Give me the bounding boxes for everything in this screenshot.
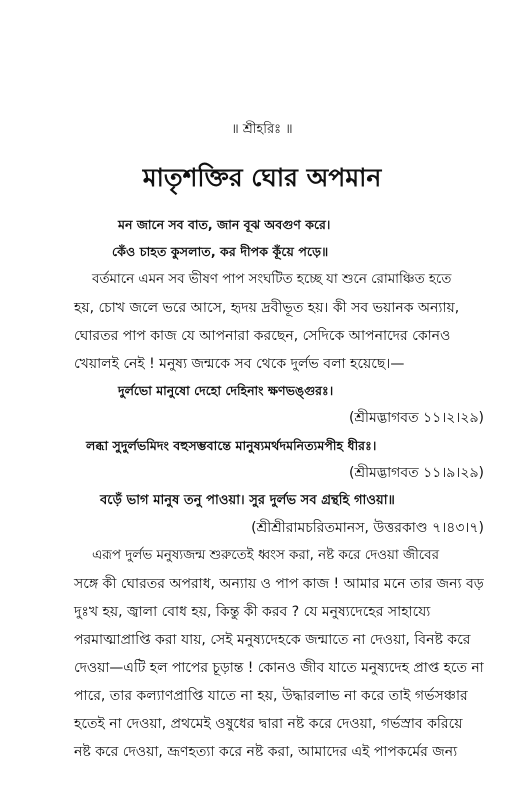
- sanskrit-quote: দুর্লভো মানুষো দেহো দেহিনাং ক্ষণভঙ্গুরঃ।: [118, 383, 334, 398]
- quote-source: (শ্রীশ্রীরামচরিতমানস, উত্তরকাণ্ড ৭।৪৩।৭): [251, 520, 484, 536]
- paragraph-line: দুঃখ হয়, জ্বালা বোধ হয়, কিন্তু কী করব ? যে মনুষ্যদেহের সাহায্যে: [74, 604, 431, 620]
- paragraph-line: খেয়ালই নেই ! মনুষ্য জন্মকে সব থেকে দুর্লভ বলা হয়েছে।—: [74, 356, 405, 372]
- couplet-line: কেঁও চাহত কুসলাত, কর দীপক কূঁয়ে পড়ে॥: [112, 244, 329, 259]
- quote-source: (শ্রীমদ্ভাগবত ১১।৯।২৯): [348, 465, 484, 481]
- chapter-title: মাতৃশক্তির ঘোর অপমান: [142, 163, 382, 192]
- paragraph-line: সঙ্গে কী ঘোরতর অপরাধ, অন্যায় ও পাপ কাজ ! আমার মনে তার জন্য বড়: [74, 576, 484, 592]
- paragraph-line: নষ্ট করে দেওয়া, ভ্রূণহত্যা করে নষ্ট করা, আমাদের এই পাপকর্মের জন্য: [74, 744, 458, 760]
- paragraph-line: পরমাত্মাপ্রাপ্তি করা যায়, সেই মনুষ্যদেহকে জন্মাতে না দেওয়া, বিনষ্ট করে: [74, 632, 471, 648]
- quote-source: (শ্রীমদ্ভাগবত ১১।২।২৯): [348, 410, 484, 426]
- hindi-quote: বড়েঁ ভাগ মানুষ তনু পাওয়া। সুর দুর্লভ সব গ্রন্থহি গাওয়া॥: [100, 493, 395, 508]
- paragraph-line: পারে, তার কল্যাণপ্রাপ্তি যাতে না হয়, উদ্ধারলাভ না করে তাই গর্ভসঞ্চার: [74, 688, 468, 704]
- paragraph-line: ঘোরতর পাপ কাজ যে আপনারা করছেন, সেদিকে আপনাদের কোনও: [74, 328, 451, 344]
- paragraph-line: বর্তমানে এমন সব ভীষণ পাপ সংঘটিত হচ্ছে যা শুনে রোমাঞ্চিত হতে: [92, 272, 452, 287]
- paragraph-line: এরূপ দুর্লভ মনুষ্যজন্ম শুরুতেই ধ্বংস করা, নষ্ট করে দেওয়া জীবের: [92, 548, 439, 563]
- couplet-line: মন জানে সব বাত, জান বূঝ অবগুণ করে।: [118, 217, 331, 232]
- paragraph-line: হতেই না দেওয়া, প্রথমেই ওষুধের দ্বারা নষ্ট করে দেওয়া, গর্ভস্রাব করিয়ে: [74, 716, 463, 732]
- invocation: ॥ শ্রীহরিঃ ॥: [231, 122, 293, 137]
- paragraph-line: দেওয়া—এটি হল পাপের চূড়ান্ত ! কোনও জীব যাতে মনুষ্যদেহ প্রাপ্ত হতে না: [74, 660, 484, 676]
- paragraph-line: হয়, চোখ জলে ভরে আসে, হৃদয় দ্রবীভূত হয়। কী সব ভয়ানক অন্যায়,: [74, 300, 460, 316]
- sanskrit-quote: লব্ধা সুদুর্লভমিদং বহুসম্ভবান্তে মানুষ্যমর্থদমনিত্যমপীহ ধীরঃ।: [86, 438, 377, 453]
